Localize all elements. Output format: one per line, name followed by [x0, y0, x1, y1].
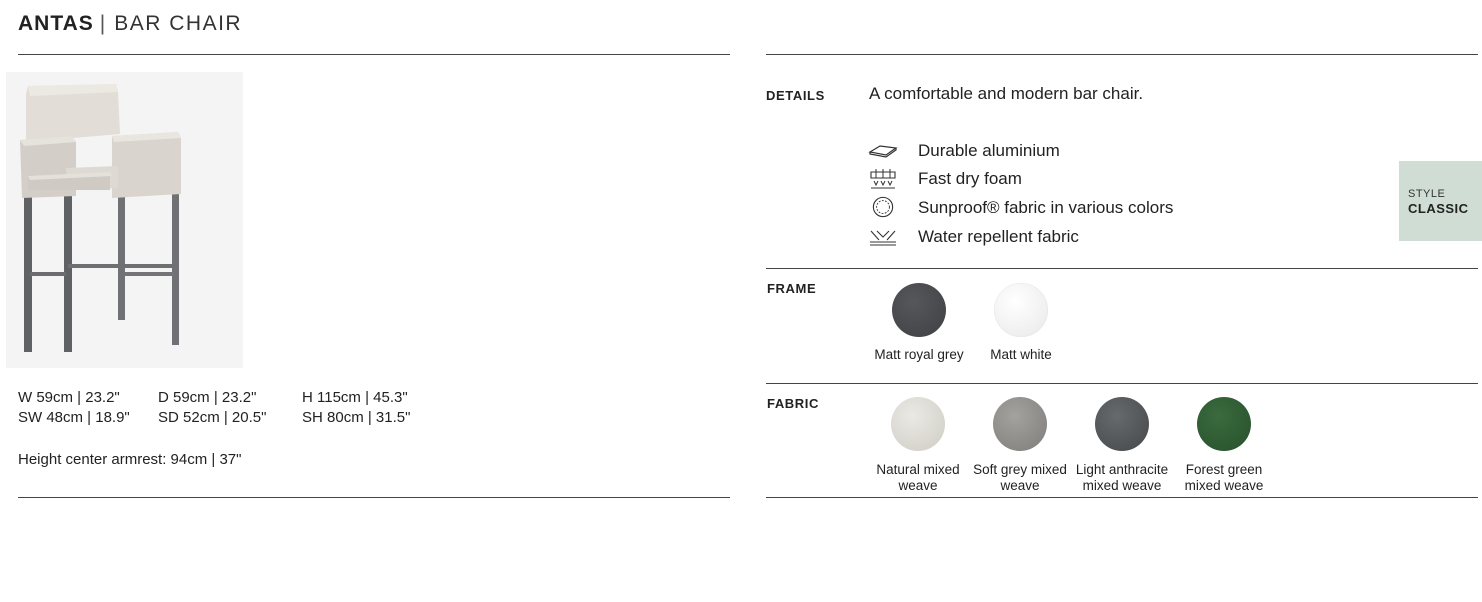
aluminium-icon — [868, 140, 898, 162]
divider-right-top — [766, 54, 1478, 55]
swatch-matt-white[interactable] — [994, 283, 1048, 337]
swatch-forest-green-mixed-weave[interactable] — [1197, 397, 1251, 451]
details-label: DETAILS — [766, 88, 825, 103]
dim-seat-width: SW 48cm | 18.9" — [18, 409, 130, 426]
swatch-label-soft-grey-mixed-weave: Soft grey mixed weave — [973, 462, 1067, 493]
swatch-natural-mixed-weave[interactable] — [891, 397, 945, 451]
divider-details-bottom — [766, 268, 1478, 269]
foam-icon — [868, 168, 898, 190]
page-title — [18, 12, 242, 36]
divider-right-bottom — [766, 497, 1478, 498]
style-badge — [1399, 161, 1482, 241]
frame-label: FRAME — [767, 281, 817, 296]
divider-left-bottom — [18, 497, 730, 498]
bar-chair-illustration — [6, 72, 243, 368]
style-label: STYLE — [1408, 188, 1446, 200]
product-type: BAR CHAIR — [114, 12, 243, 35]
feature-aluminium: Durable aluminium — [918, 141, 1060, 160]
details-description: A comfortable and modern bar chair. — [869, 84, 1144, 103]
dim-seat-depth: SD 52cm | 20.5" — [158, 409, 267, 426]
style-value: CLASSIC — [1408, 201, 1469, 216]
sunproof-icon — [868, 196, 898, 218]
feature-sunproof: Sunproof® fabric in various colors — [918, 198, 1174, 217]
brand-name: ANTAS — [18, 12, 94, 35]
dim-height: H 115cm | 45.3" — [302, 389, 408, 406]
divider-left-top — [18, 54, 730, 55]
swatch-label-natural-mixed-weave: Natural mixed weave — [876, 462, 960, 493]
divider-frame-bottom — [766, 383, 1478, 384]
dim-width: W 59cm | 23.2" — [18, 389, 120, 406]
dim-armrest-height: Height center armrest: 94cm | 37" — [18, 451, 242, 468]
feature-water-repellent: Water repellent fabric — [918, 227, 1079, 246]
title-separator: | — [99, 12, 107, 35]
dim-depth: D 59cm | 23.2" — [158, 389, 257, 406]
swatch-label-matt-royal-grey: Matt royal grey — [874, 347, 964, 362]
feature-foam: Fast dry foam — [918, 169, 1022, 188]
swatch-label-forest-green-mixed-weave: Forest green mixed weave — [1184, 462, 1264, 493]
swatch-light-anthracite-mixed-weave[interactable] — [1095, 397, 1149, 451]
product-image — [6, 72, 243, 368]
swatch-matt-royal-grey[interactable] — [892, 283, 946, 337]
fabric-label: FABRIC — [767, 396, 819, 411]
dim-seat-height: SH 80cm | 31.5" — [302, 409, 411, 426]
swatch-label-light-anthracite-mixed-weave: Light anthracite mixed weave — [1075, 462, 1169, 493]
swatch-soft-grey-mixed-weave[interactable] — [993, 397, 1047, 451]
swatch-label-matt-white: Matt white — [990, 347, 1052, 362]
water-repellent-icon — [868, 226, 898, 248]
